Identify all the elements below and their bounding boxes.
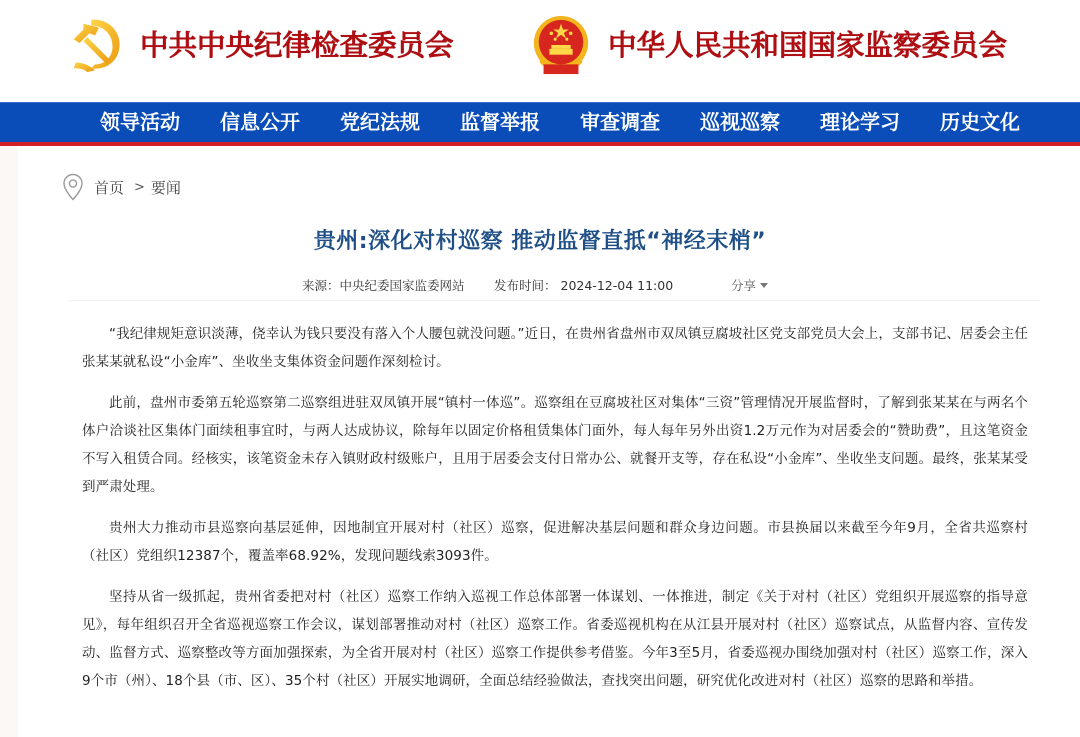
meta-divider xyxy=(68,300,1040,301)
article-source: 来源：中央纪委国家监委网站 xyxy=(302,278,465,293)
article-paragraph: 此前，盘州市委第五轮巡察第二巡察组进驻双凤镇开展“镇村一体巡”。巡察组在豆腐坡社区对集体“三资”管理情况开展监督时，了解到张某某在与两名个体户洽谈社区集体门面续租事宜时，与两人达成协议，除每年以固定价格租赁集体门面外，每人每年另外出资1.2万元作为对居委会的“赞助费”，且这笔资金不写入租赁合同。经核实，该笔资金未存入镇财政村级账户，且用于居委会支付日常办公、就餐开支等，存在私设“小金库”、坐收坐支问题。最终，张某某受到严肃处理。 xyxy=(82,395,1028,495)
breadcrumb-current[interactable]: 要闻 xyxy=(150,178,181,197)
nsc-logo[interactable] xyxy=(530,14,1007,76)
nav-item-investigation[interactable]: 审查调查 xyxy=(580,110,660,134)
breadcrumb xyxy=(62,172,181,202)
nav-item-report[interactable]: 监督举报 xyxy=(460,110,540,134)
article-body xyxy=(82,320,1028,708)
article-publish-time xyxy=(494,276,673,294)
national-emblem-icon xyxy=(530,14,592,76)
nav-red-stripe xyxy=(0,142,1080,146)
nav-item-history[interactable]: 历史文化 xyxy=(940,110,1020,134)
nsc-name: 中华人民共和国国家监察委员会 xyxy=(608,28,1008,62)
nav-item-inspection[interactable]: 巡视巡察 xyxy=(700,110,780,134)
nav-item-info-disclosure[interactable]: 信息公开 xyxy=(220,110,300,134)
publish-time-label: 发布时间： xyxy=(494,278,557,293)
publish-time-value: 2024-12-04 11:00 xyxy=(560,278,674,293)
share-dropdown[interactable] xyxy=(731,276,768,294)
nav-item-regulations[interactable]: 党纪法规 xyxy=(340,110,420,134)
breadcrumb-home[interactable]: 首页 xyxy=(94,178,125,197)
ccdi-logo[interactable] xyxy=(66,14,454,76)
main-nav xyxy=(0,102,1080,142)
party-emblem-icon xyxy=(66,14,128,76)
location-pin-icon xyxy=(62,173,84,201)
nav-item-leadership[interactable]: 领导活动 xyxy=(100,110,180,134)
article-paragraph: 坚持从省一级抓起，贵州省委把对村（社区）巡察工作纳入巡视工作总体部署一体谋划、一体推进，制定《关于对村（社区）党组织开展巡察的指导意见》，每年组织召开全省巡视巡察工作会议，谋划部署推动对村（社区）巡察工作。省委巡视机构在从江县开展对村（社区）巡察试点，从监督内容、宣传发动、监督方式、巡察整改等方面加强探索，为全省开展对村（社区）巡察工作提供参考借鉴。今年3至5月，省委巡视办围绕加强对村（社区）巡察工作，深入9个市（州）、18个县（市、区）、35个村（社区）开展实地调研，全面总结经验做法，查找突出问题，研究优化改进对村（社区）巡察的思路和举措。 xyxy=(82,589,1028,689)
masthead xyxy=(0,0,1080,102)
article-paragraph: “我纪律规矩意识淡薄，侥幸认为钱只要没有落入个人腰包就没问题。”近日，在贵州省盘州市双凤镇豆腐坡社区党支部党员大会上，支部书记、居委会主任张某某就私设“小金库”、坐收坐支集体资金问题作深刻检讨。 xyxy=(82,326,1028,370)
nav-item-theory[interactable]: 理论学习 xyxy=(820,110,900,134)
article-paragraph: 贵州大力推动市县巡察向基层延伸，因地制宜开展对村（社区）巡察，促进解决基层问题和群众身边问题。市县换届以来截至今年9月，全省共巡察村（社区）党组织12387个，覆盖率68.92%，发现问题线索3093件。 xyxy=(82,520,1028,564)
caret-down-icon xyxy=(760,283,768,288)
share-label: 分享 xyxy=(731,278,757,293)
breadcrumb-separator: > xyxy=(134,179,145,195)
article-title: 贵州:深化对村巡察 推动监督直抵“神经末梢” xyxy=(313,229,767,254)
ccdi-name: 中共中央纪律检查委员会 xyxy=(140,28,454,62)
